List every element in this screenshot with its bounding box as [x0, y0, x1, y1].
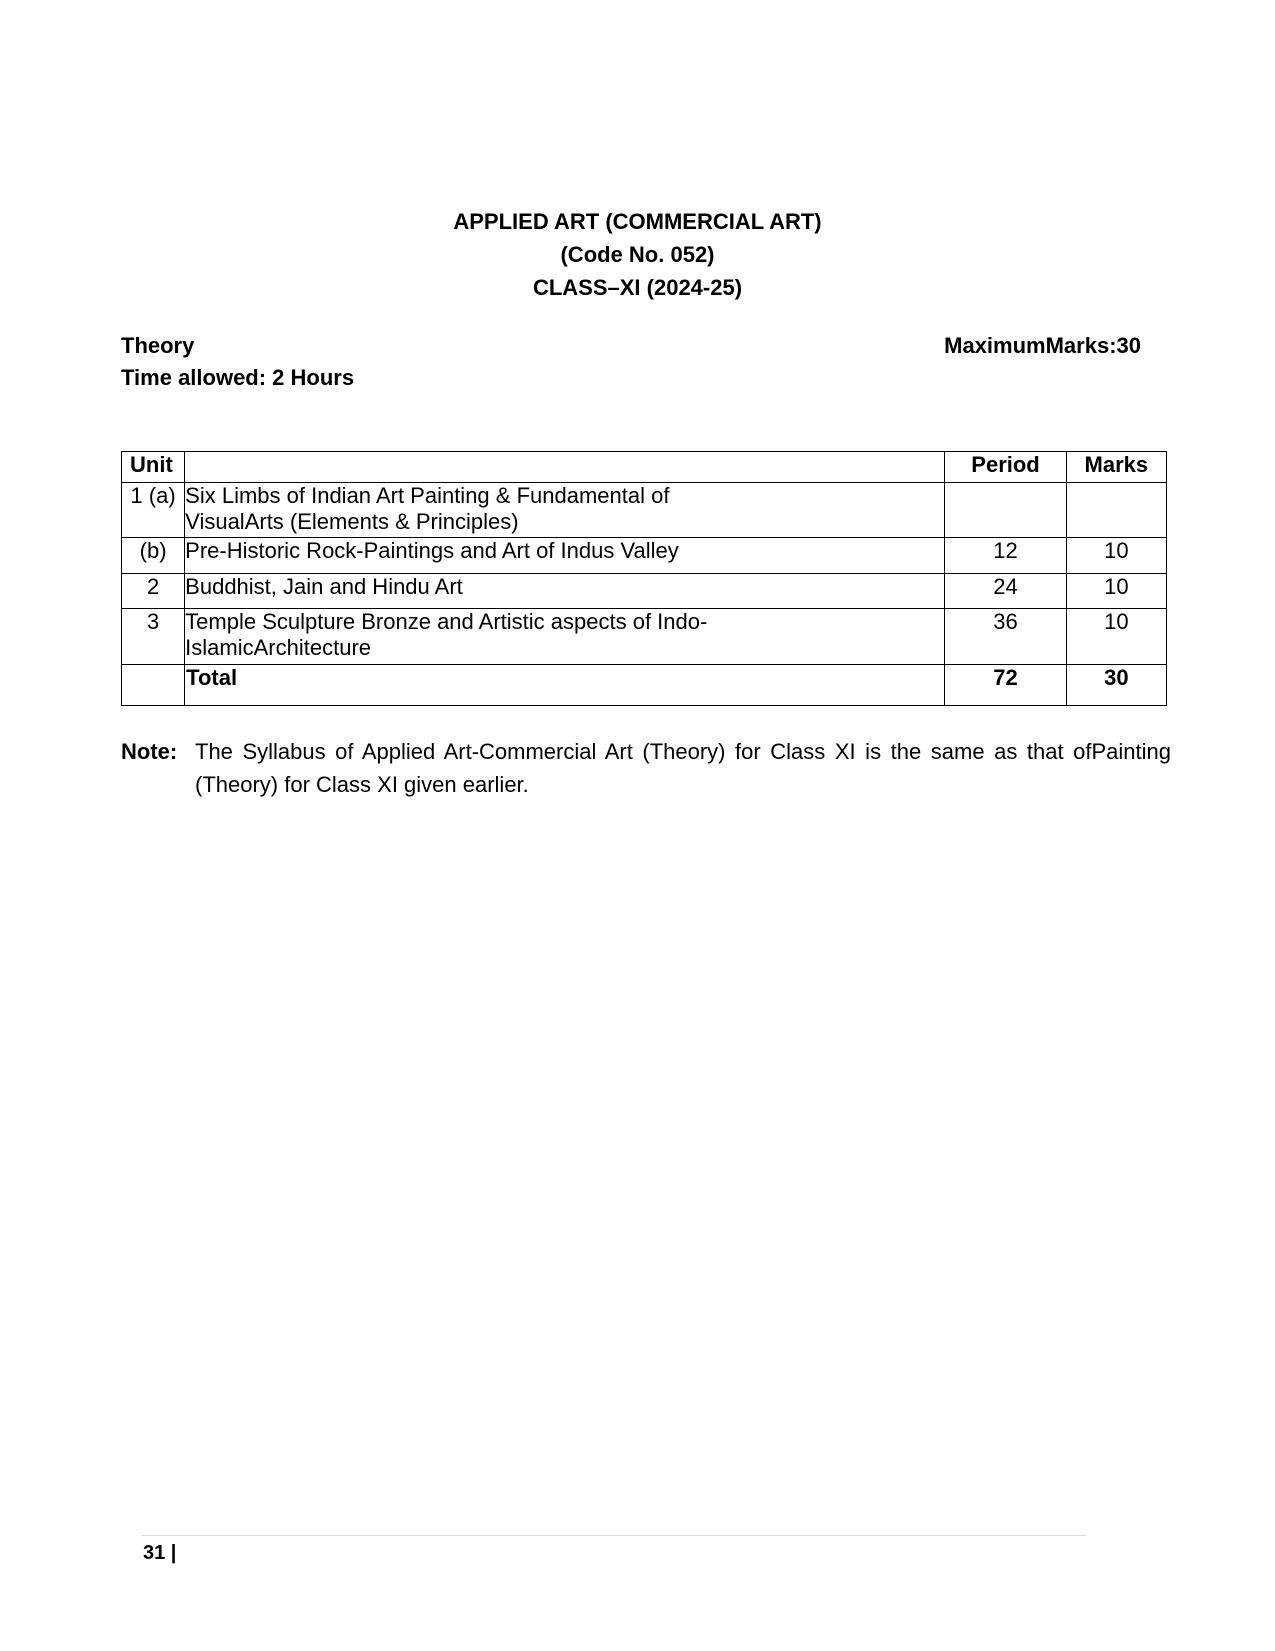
syllabus-note: [121, 735, 1171, 801]
table-row: [122, 483, 1167, 538]
table-row: [122, 574, 1167, 609]
topic-cell: [185, 538, 945, 574]
total-label: Total: [185, 665, 945, 706]
header-unit: Unit: [122, 452, 185, 483]
syllabus-table: [121, 451, 1167, 706]
topic-cell: [185, 609, 945, 665]
period-cell: [945, 483, 1066, 538]
topic-cell: [185, 574, 945, 609]
period-cell: 12: [945, 538, 1066, 574]
subject-code: (Code No. 052): [560, 242, 715, 267]
table-header-row: [122, 452, 1167, 483]
header-topic: [185, 452, 945, 483]
total-marks: 30: [1066, 665, 1166, 706]
theory-label: Theory: [121, 333, 195, 358]
topic-line: Six Limbs of Indian Art Painting & Fundamental of: [185, 483, 670, 508]
marks-cell: [1066, 483, 1166, 538]
document-title-block: [0, 205, 1275, 304]
unit-cell: 3: [122, 609, 185, 665]
table-row: [122, 538, 1167, 574]
marks-cell: 10: [1066, 538, 1166, 574]
table-row: [122, 609, 1167, 665]
maximum-marks: MaximumMarks:30: [944, 333, 1141, 358]
topic-cell: [185, 483, 945, 538]
table-total-row: [122, 665, 1167, 706]
period-cell: 24: [945, 574, 1066, 609]
unit-cell: (b): [122, 538, 185, 574]
marks-cell: 10: [1066, 574, 1166, 609]
footer-divider: [141, 1535, 1086, 1536]
time-allowed: Time allowed: 2 Hours: [121, 365, 355, 390]
period-cell: 36: [945, 609, 1066, 665]
topic-line: Pre-Historic Rock-Paintings and Art of Indus Valley: [185, 538, 679, 563]
marks-cell: 10: [1066, 609, 1166, 665]
class-year: CLASS–XI (2024-25): [532, 275, 743, 300]
page-number: 31 |: [143, 1542, 177, 1564]
total-unit-cell: [122, 665, 185, 706]
note-label: Note:: [121, 739, 178, 764]
header-marks: Marks: [1066, 452, 1166, 483]
total-period: 72: [945, 665, 1066, 706]
document-title: APPLIED ART (COMMERCIAL ART): [453, 209, 822, 234]
topic-line: Buddhist, Jain and Hindu Art: [185, 574, 463, 599]
header-period: Period: [945, 452, 1066, 483]
unit-cell: 2: [122, 574, 185, 609]
topic-line: IslamicArchitecture: [185, 635, 372, 660]
unit-cell: 1 (a): [122, 483, 185, 538]
note-text: The Syllabus of Applied Art-Commercial Art (Theory) for Class XI is the same as that ofPainting (Theory) for Class XI given earlier.: [195, 739, 1171, 797]
topic-line: VisualArts (Elements & Principles): [185, 509, 519, 534]
topic-line: Temple Sculpture Bronze and Artistic aspects of Indo-: [185, 609, 708, 634]
